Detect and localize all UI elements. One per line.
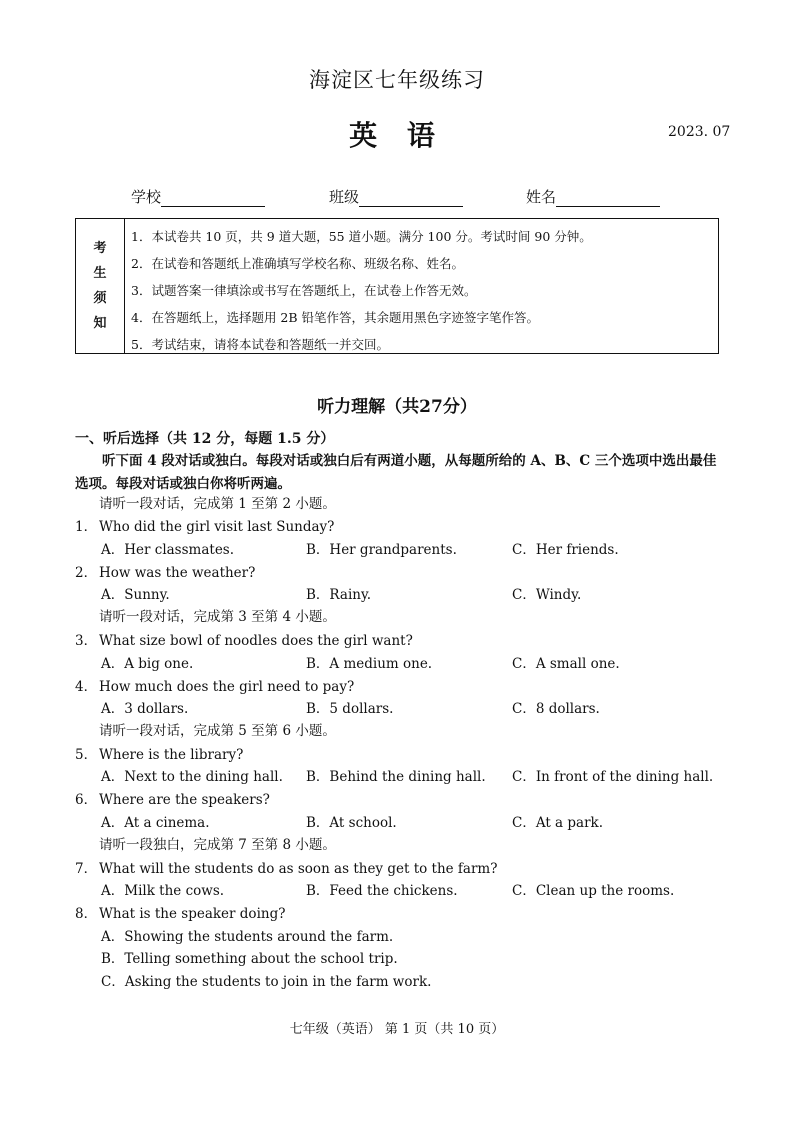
option-c: C．Windy. <box>512 587 582 603</box>
option-b: B．A medium one. <box>306 656 433 672</box>
option-a: A．At a cinema. <box>101 815 210 831</box>
question-text: What is the speaker doing? <box>99 906 286 922</box>
page-footer: 七年级（英语） 第 1 页（共 10 页） <box>289 1022 505 1037</box>
school-blank <box>161 190 265 207</box>
listening-prompt: 请听一段对话，完成第 3 至第 4 小题。 <box>99 609 336 625</box>
option-c: C．At a park. <box>512 815 604 831</box>
option-b: B．Feed the chickens. <box>306 883 458 899</box>
question-text: What size bowl of noodles does the girl want? <box>99 633 413 649</box>
question-text: How was the weather? <box>99 565 256 581</box>
question-number: 7． <box>75 861 98 877</box>
notice-rule: 4．在答题纸上，选择题用 2B 铅笔作答，其余题用黑色字迹签字笔作答。 <box>131 310 540 325</box>
option-c: C．Asking the students to join in the farm work. <box>101 974 432 990</box>
notice-rule: 3．试题答案一律填涂或书写在答题纸上，在试卷上作答无效。 <box>131 283 477 298</box>
question-text: Where is the library? <box>99 747 244 763</box>
question-text: Who did the girl visit last Sunday? <box>99 519 335 535</box>
notice-rule: 5．考试结束，请将本试卷和答题纸一并交回。 <box>131 337 389 352</box>
class-field <box>329 186 463 207</box>
name-blank <box>556 190 660 207</box>
subject-title: 英 语 <box>349 119 445 152</box>
option-a: A．Sunny. <box>101 587 170 603</box>
notice-label-char: 生 <box>93 266 107 281</box>
listening-prompt: 请听一段对话，完成第 5 至第 6 小题。 <box>99 723 336 739</box>
option-b: B．Behind the dining hall. <box>306 769 486 785</box>
notice-rule: 2．在试卷和答题纸上准确填写学校名称、班级名称、姓名。 <box>131 256 464 271</box>
section-title: 听力理解（共27分） <box>317 397 477 417</box>
question-number: 8． <box>75 906 98 922</box>
class-blank <box>359 190 463 207</box>
option-c: C．Clean up the rooms. <box>512 883 675 899</box>
name-field <box>526 186 660 207</box>
notice-label <box>76 219 125 353</box>
part-title: 一、听后选择（共 12 分，每题 1.5 分） <box>75 431 335 447</box>
notice-rule: 1．本试卷共 10 页，共 9 道大题，55 道小题。满分 100 分。考试时间 90 分钟。 <box>131 229 592 244</box>
listening-prompt: 请听一段独白，完成第 7 至第 8 小题。 <box>99 837 336 853</box>
question-number: 5． <box>75 747 98 763</box>
option-c: C．8 dollars. <box>512 701 600 717</box>
option-c: C．Her friends. <box>512 542 619 558</box>
option-c: C．In front of the dining hall. <box>512 769 714 785</box>
option-a: A．3 dollars. <box>101 701 189 717</box>
class-label: 班级 <box>329 188 360 206</box>
school-field <box>131 186 265 207</box>
notice-rules <box>125 219 718 353</box>
option-c: C．A small one. <box>512 656 620 672</box>
school-label: 学校 <box>131 188 162 206</box>
option-a: A．Her classmates. <box>101 542 235 558</box>
question-text: Where are the speakers? <box>99 792 270 808</box>
name-label: 姓名 <box>526 188 557 206</box>
question-number: 6． <box>75 792 98 808</box>
question-number: 1． <box>75 519 98 535</box>
question-text: How much does the girl need to pay? <box>99 679 355 695</box>
exam-notice-box <box>75 218 719 354</box>
question-number: 2． <box>75 565 98 581</box>
listening-prompt: 请听一段对话，完成第 1 至第 2 小题。 <box>99 496 336 512</box>
notice-label-char: 知 <box>93 316 107 331</box>
question-text: What will the students do as soon as they get to the farm? <box>99 861 498 877</box>
notice-label-char: 考 <box>93 241 107 256</box>
question-number: 4． <box>75 679 98 695</box>
option-b: B．At school. <box>306 815 397 831</box>
notice-label-char: 须 <box>93 291 107 306</box>
part-instruction: 听下面 4 段对话或独白。每段对话或独白后有两道小题，从每题所给的 A、B、C 三个选项中选出最佳选项。每段对话或独白你将听两遍。 <box>75 453 717 492</box>
exam-date: 2023. 07 <box>668 124 731 140</box>
option-a: A．Next to the dining hall. <box>101 769 283 785</box>
option-b: B．5 dollars. <box>306 701 394 717</box>
option-b: B．Her grandparents. <box>306 542 457 558</box>
option-b: B．Rainy. <box>306 587 372 603</box>
option-a: A．Showing the students around the farm. <box>101 929 394 945</box>
exam-title: 海淀区七年级练习 <box>309 68 485 92</box>
option-b: B．Telling something about the school trip. <box>101 951 398 967</box>
option-a: A．A big one. <box>101 656 194 672</box>
option-a: A．Milk the cows. <box>101 883 225 899</box>
question-number: 3． <box>75 633 98 649</box>
